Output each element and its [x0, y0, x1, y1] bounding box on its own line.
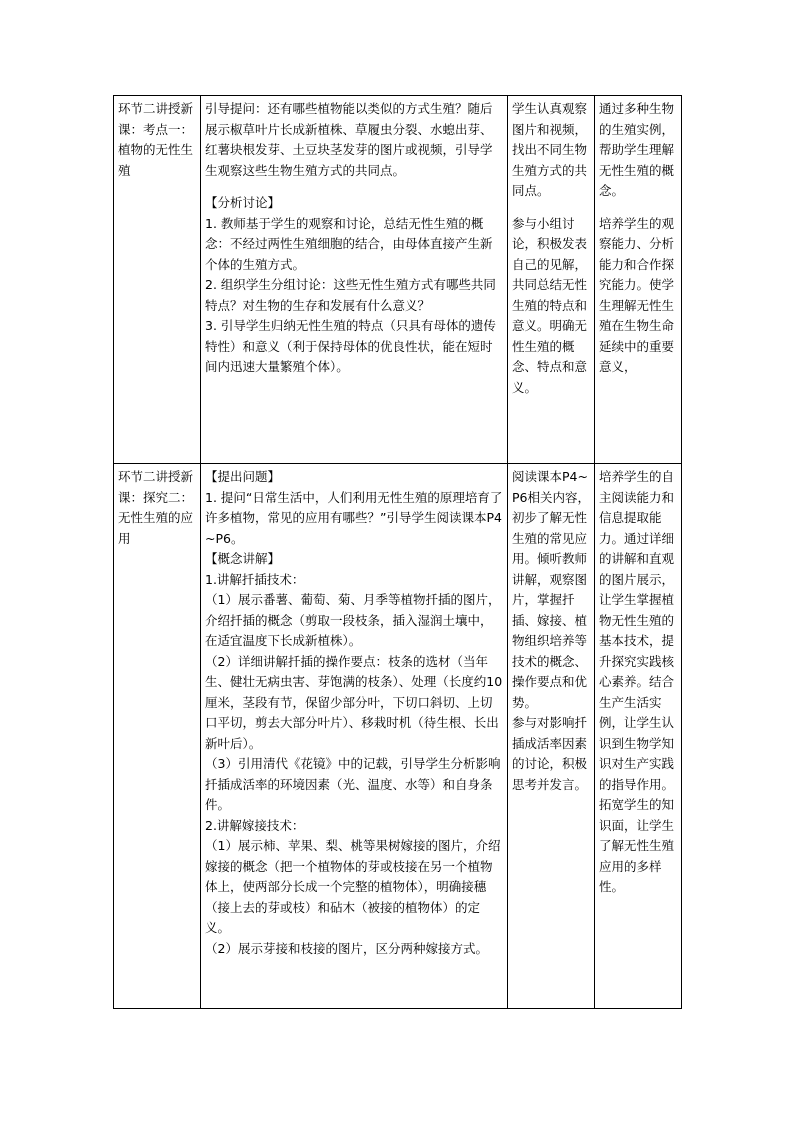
question-text: 1. 提问“日常生活中，人们利用无性生殖的原理培育了许多植物，常见的应用有哪些？”引导学生阅读课本P4~P6。	[205, 489, 503, 546]
list-item: （1）展示番薯、葡萄、菊、月季等植物扦插的图片，介绍扦插的概念（剪取一段枝条，插入湿润土壤中，在适宜温度下长成新植株）。	[205, 592, 501, 648]
stage-cell	[114, 464, 201, 1009]
section-heading: 【概念讲解】	[205, 551, 281, 566]
section-heading: 【提出问题】	[205, 469, 281, 484]
student-text: 参与对影响扦插成活率因素的讨论，积极思考并发言。	[512, 715, 588, 792]
table-row	[114, 96, 682, 464]
stage-cell	[114, 96, 201, 464]
list-item: （2）展示芽接和枝接的图片，区分两种嫁接方式。	[205, 940, 488, 956]
student-activity-cell	[508, 464, 595, 1009]
section-heading: 【分析讨论】	[205, 195, 281, 210]
student-activity-cell	[508, 96, 595, 464]
list-item: 2. 组织学生分组讨论：这些无性生殖方式有哪些共同特点？对生物的生存和发展有什么意义？	[205, 277, 496, 313]
subsection-title: 2.讲解嫁接技术：	[205, 817, 305, 833]
stage-text: 环节二讲授新课：考点一：植物的无性生殖	[118, 101, 194, 178]
list-item: 3. 引导学生归纳无性生殖的特点（只具有母体的遗传特性）和意义（利于保持母体的优良性状，能在短时间内迅速大量繁殖个体）。	[205, 318, 496, 374]
teacher-intro: 引导提问：还有哪些植物能以类似的方式生殖？随后展示椒草叶片长成新植株、草履虫分裂、水螅出芽、红薯块根发芽、土豆块茎发芽的图片或视频，引导学生观察这些生物生殖方式的共同点。	[205, 101, 493, 178]
student-text: 学生认真观察图片和视频，找出不同生物生殖方式的共同点。	[512, 101, 588, 198]
table-row	[114, 464, 682, 1009]
teacher-activity-cell	[201, 96, 508, 464]
design-purpose-cell	[595, 464, 682, 1009]
student-text: 参与小组讨论，积极发表自己的见解，共同总结无性生殖的特点和意义。明确无性生殖的概念、特点和意义。	[512, 215, 588, 395]
student-text: 阅读课本P4~P6相关内容，初步了解无性生殖的常见应用。倾听教师讲解，观察图片，掌握扦插、嫁接、植物组织培养等技术的概念、操作要点和优势。	[512, 469, 590, 710]
list-item: （1）展示柿、苹果、梨、桃等果树嫁接的图片，介绍嫁接的概念（把一个植物体的芽或枝接在另一个植物体上，使两部分长成一个完整的植物体），明确接穗（接上去的芽或枝）和砧木（被接的植物体）的定义。	[205, 838, 501, 935]
purpose-text: 通过多种生物的生殖实例，帮助学生理解无性生殖的概念。	[599, 101, 675, 198]
list-item: （3）引用清代《花镜》中的记载，引导学生分析影响扦插成活率的环境因素（光、温度、水等）和自身条件。	[205, 756, 501, 812]
purpose-text: 培养学生的观察能力、分析能力和合作探究能力。使学生理解无性生殖在生物生命延续中的重要意义，	[599, 215, 675, 374]
list-item: （2）详细讲解扦插的操作要点：枝条的选材（当年生、健壮无病虫害、芽饱满的枝条）、处理（长度约10厘米，茎段有节，保留少部分叶，下切口斜切、上切口平切，剪去大部分叶片）、移栽时机（待生根、长出新叶后）。	[205, 653, 503, 751]
purpose-text: 培养学生的自主阅读能力和信息提取能力。通过详细的讲解和直观的图片展示，让学生掌握植物无性生殖的基本技术，提升探究实践核心素养。结合生产生活实例，让学生认识到生物学知识对生产实践的指导作用。拓宽学生的知识面，让学生了解无性生殖应用的多样性。	[599, 469, 675, 894]
list-item: 1. 教师基于学生的观察和讨论，总结无性生殖的概念：不经过两性生殖细胞的结合，由母体直接产生新个体的生殖方式。	[205, 215, 493, 272]
stage-text: 环节二讲授新课：探究二：无性生殖的应用	[118, 469, 194, 546]
teacher-activity-cell	[201, 464, 508, 1009]
subsection-title: 1.讲解扦插技术：	[205, 571, 305, 587]
design-purpose-cell	[595, 96, 682, 464]
lesson-plan-table	[113, 95, 682, 1009]
